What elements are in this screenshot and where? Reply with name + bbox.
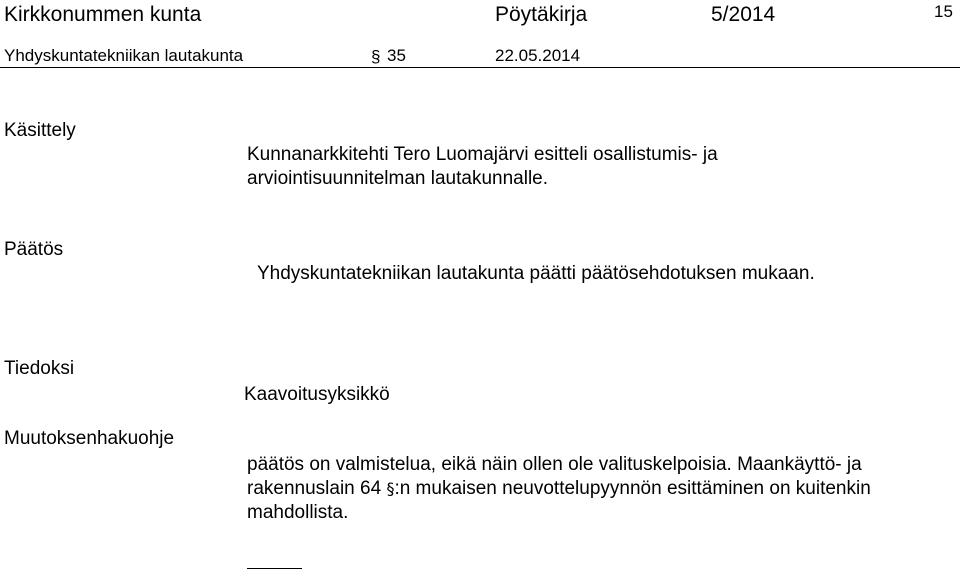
closing-rule: [247, 568, 302, 569]
section-label-muutoksenhakuohje: Muutoksenhakuohje: [4, 428, 175, 449]
document-type: Pöytäkirja: [495, 3, 588, 26]
section-symbol-inline: §: [386, 479, 395, 498]
section-symbol: §: [371, 47, 381, 66]
section-text-kasittely: Kunnanarkkitehti Tero Luomajärvi esitteli osallistumis- ja arviointisuunnitelman lautakunnalle.: [247, 144, 718, 189]
section-text-tiedoksi: Kaavoitusyksikkö: [244, 384, 390, 405]
section-label-tiedoksi: Tiedoksi: [4, 358, 75, 379]
section-label-kasittely: Käsittely: [4, 120, 76, 141]
committee-name: Yhdyskuntatekniikan lautakunta: [4, 46, 244, 65]
section-text-muutoksenhakuohje: [247, 453, 947, 525]
appeal-text-start: päätös on valmistelua, eikä näin ollen ole valituskelpoisia. Maankäyttö- ja rakennuslain 64: [247, 454, 862, 499]
document-number: 5/2014: [711, 3, 776, 26]
section-number: 35: [387, 46, 406, 65]
section-label-paatos: Päätös: [4, 239, 64, 260]
meeting-date: 22.05.2014: [495, 46, 581, 65]
municipality-name: Kirkkonummen kunta: [4, 3, 202, 26]
appeal-text-end: :n mukaisen neuvottelupyynnön esittäminen on kuitenkin mahdollista.: [247, 478, 871, 523]
page-number: 15: [934, 2, 953, 21]
header-divider: [0, 67, 960, 68]
section-text-paatos: Yhdyskuntatekniikan lautakunta päätti päätösehdotuksen mukaan.: [257, 263, 815, 284]
